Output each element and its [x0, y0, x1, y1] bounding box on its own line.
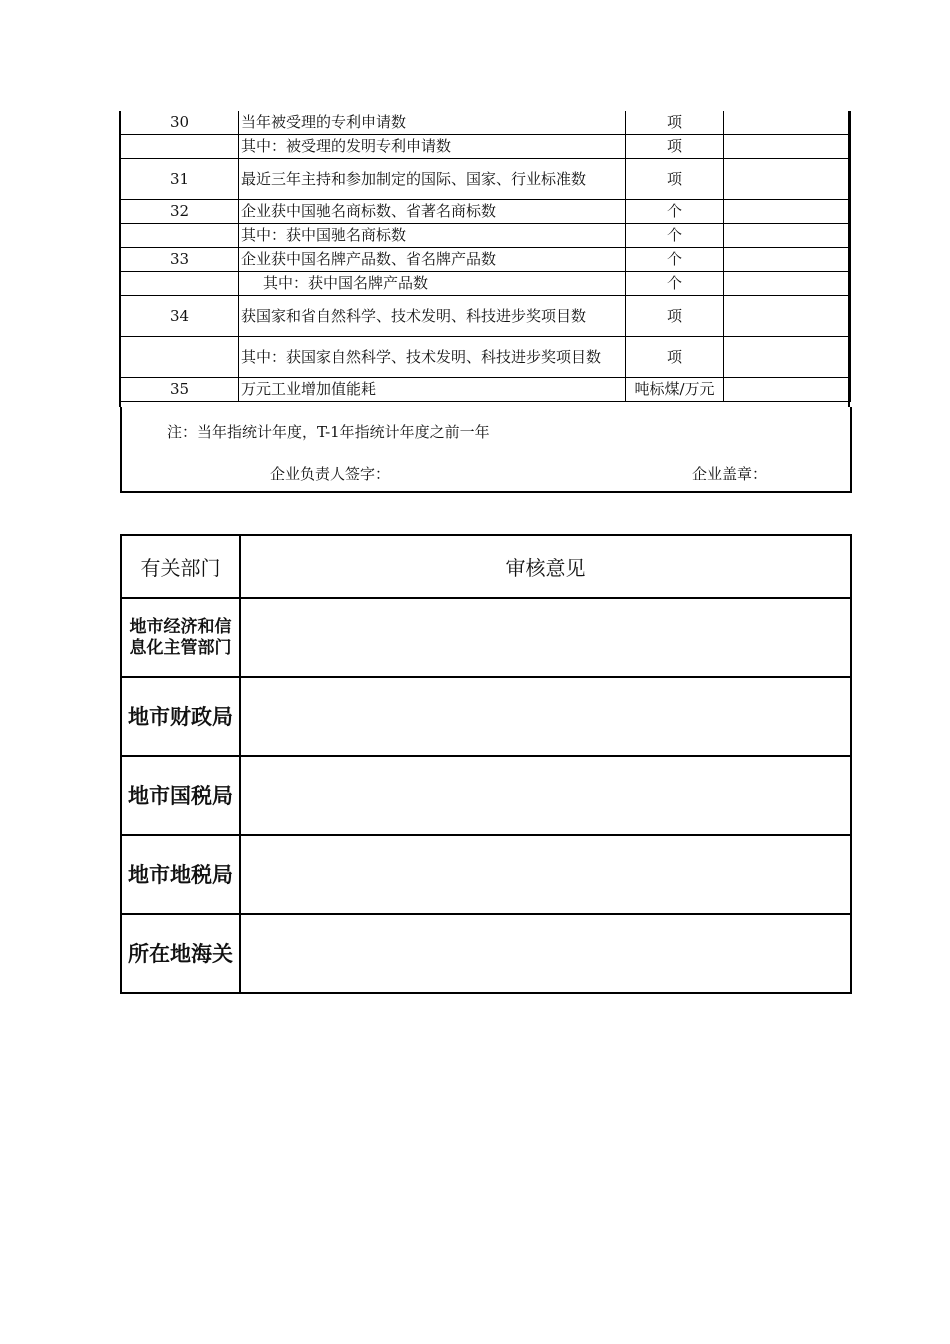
indicator-no [121, 272, 239, 296]
review-table [120, 534, 852, 994]
indicator-item: 最近三年主持和参加制定的国际、国家、行业标准数 [239, 159, 626, 200]
indicator-row [121, 337, 851, 378]
indicator-no [121, 337, 239, 378]
indicator-unit: 吨标煤/万元 [626, 378, 724, 402]
indicator-no: 33 [121, 248, 239, 272]
opinion-cell[interactable] [240, 677, 851, 756]
indicator-row [121, 111, 851, 135]
indicator-unit: 项 [626, 135, 724, 159]
dept-name: 地市地税局 [121, 835, 240, 914]
indicator-no: 35 [121, 378, 239, 402]
indicator-unit: 项 [626, 159, 724, 200]
review-row [121, 677, 851, 756]
indicator-row [121, 378, 851, 402]
note-box [120, 407, 852, 493]
indicator-unit: 项 [626, 296, 724, 337]
signature-label: 企业负责人签字： [270, 465, 391, 483]
opinion-cell[interactable] [240, 598, 851, 677]
review-row [121, 756, 851, 835]
indicator-item: 获国家和省自然科学、技术发明、科技进步奖项目数 [239, 296, 626, 337]
indicator-item: 企业获中国名牌产品数、省名牌产品数 [239, 248, 626, 272]
review-row [121, 835, 851, 914]
indicator-value-cell[interactable] [724, 296, 851, 337]
indicator-row [121, 135, 851, 159]
header-opinion: 审核意见 [240, 535, 851, 598]
indicator-value-cell[interactable] [724, 378, 851, 402]
dept-name: 地市经济和信息化主管部门 [121, 598, 240, 677]
indicator-value-cell[interactable] [724, 159, 851, 200]
indicator-table [120, 111, 851, 402]
review-table-body [121, 535, 851, 993]
indicator-no: 31 [121, 159, 239, 200]
indicator-value-cell[interactable] [724, 111, 851, 135]
indicator-no: 32 [121, 200, 239, 224]
indicator-unit: 项 [626, 337, 724, 378]
indicator-value-cell[interactable] [724, 135, 851, 159]
indicator-item: 万元工业增加值能耗 [239, 378, 626, 402]
indicator-no [121, 135, 239, 159]
indicator-no [121, 224, 239, 248]
indicator-row [121, 224, 851, 248]
opinion-cell[interactable] [240, 835, 851, 914]
indicator-value-cell[interactable] [724, 272, 851, 296]
indicator-unit: 个 [626, 200, 724, 224]
indicator-unit: 项 [626, 111, 724, 135]
indicator-row [121, 200, 851, 224]
review-row [121, 914, 851, 993]
indicator-value-cell[interactable] [724, 248, 851, 272]
indicator-item: 当年被受理的专利申请数 [239, 111, 626, 135]
indicator-item: 企业获中国驰名商标数、省著名商标数 [239, 200, 626, 224]
indicator-row [121, 159, 851, 200]
indicator-item: 其中：获国家自然科学、技术发明、科技进步奖项目数 [239, 337, 626, 378]
indicator-unit: 个 [626, 224, 724, 248]
indicator-value-cell[interactable] [724, 337, 851, 378]
review-header-row [121, 535, 851, 598]
dept-name: 地市财政局 [121, 677, 240, 756]
dept-name: 所在地海关 [121, 914, 240, 993]
indicator-no: 30 [121, 111, 239, 135]
indicator-row [121, 248, 851, 272]
opinion-cell[interactable] [240, 914, 851, 993]
review-row [121, 598, 851, 677]
indicator-item: 其中：获中国驰名商标数 [239, 224, 626, 248]
seal-label: 企业盖章： [692, 465, 768, 483]
indicator-table-body [121, 111, 851, 402]
indicator-unit: 个 [626, 272, 724, 296]
indicator-value-cell[interactable] [724, 200, 851, 224]
indicator-row [121, 296, 851, 337]
indicator-item: 其中：获中国名牌产品数 [239, 272, 626, 296]
indicator-no: 34 [121, 296, 239, 337]
indicator-item: 其中：被受理的发明专利申请数 [239, 135, 626, 159]
indicator-row [121, 272, 851, 296]
header-dept: 有关部门 [121, 535, 240, 598]
indicator-unit: 个 [626, 248, 724, 272]
indicator-value-cell[interactable] [724, 224, 851, 248]
dept-name: 地市国税局 [121, 756, 240, 835]
note-text: 注：当年指统计年度，T-1年指统计年度之前一年 [167, 423, 490, 441]
opinion-cell[interactable] [240, 756, 851, 835]
